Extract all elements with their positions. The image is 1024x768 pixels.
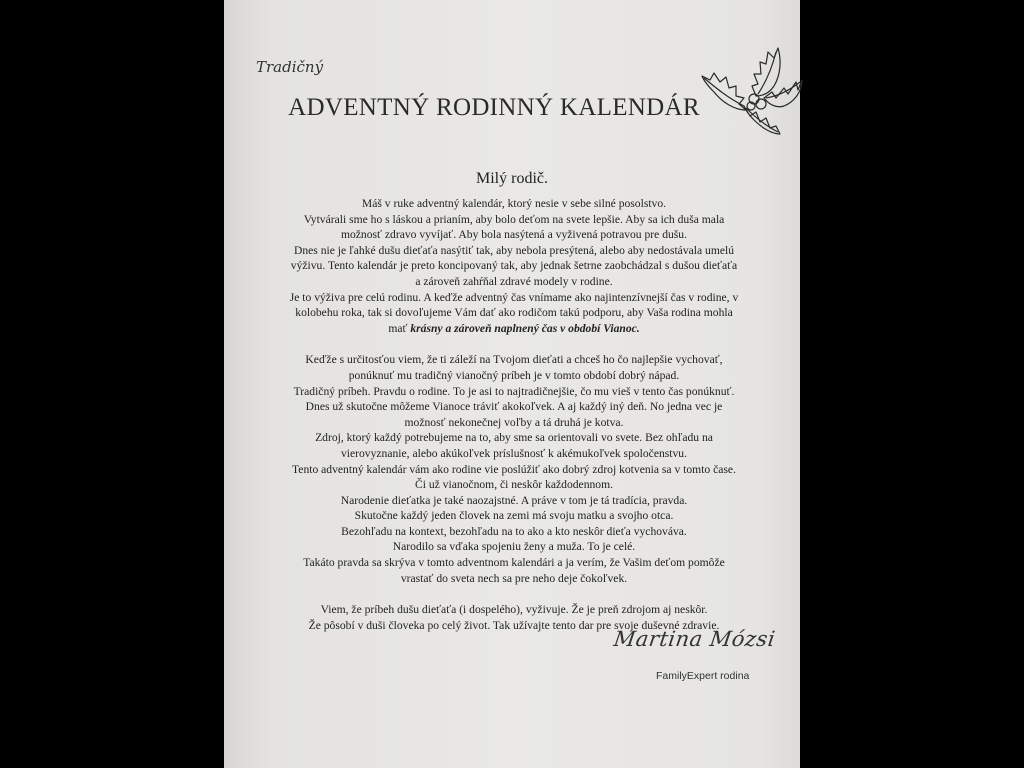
emphasized-text: krásny a zároveň naplnený čas v období Vianoc.	[410, 321, 640, 335]
text-line: Tento adventný kalendár vám ako rodine vie poslúžiť ako dobrý zdroj kotvenia sa v tomto čase.	[292, 462, 736, 476]
text-line: Dnes nie je ľahké dušu dieťaťa nasýtiť tak, aby nebola presýtená, alebo aby nedostávala umelú	[293, 243, 735, 257]
holly-icon	[694, 36, 804, 136]
text-line: vierovyznanie, alebo akúkoľvek príslušnosť k akémukoľvek spoločenstvu.	[340, 446, 687, 460]
text-line: Dnes už skutočne môžeme Vianoce tráviť akokoľvek. A aj každý iný deň. No jedna vec je	[305, 400, 723, 414]
text-line: Narodenie dieťatka je také naozajstné. A práve v tom je tá tradícia, pravda.	[340, 493, 688, 507]
paragraph-gap	[254, 336, 774, 352]
text-line: Skutočne každý jeden človek na zemi má svoju matku a svojho otca.	[354, 509, 674, 523]
text-line: vrastať do sveta nech sa pre neho deje čokoľvek.	[400, 571, 628, 585]
text-line: výživu. Tento kalendár je preto koncipovaný tak, aby jednak šetrne zaobchádzal s dušou dieťaťa	[290, 259, 738, 273]
text-line: Vytvárali sme ho s láskou a prianím, aby bolo deťom na svete lepšie. Aby sa ich duša mala	[303, 212, 725, 226]
text-line: Či už vianočnom, či neskôr každodennom.	[414, 478, 613, 492]
text-line: ponúknuť mu tradičný vianočný príbeh je v tomto období dobrý nápad.	[348, 368, 680, 382]
text-line: Takáto pravda sa skrýva v tomto adventnom kalendári a ja verím, že Vašim deťom pomôže	[303, 556, 725, 570]
text-line: možnosť nekonečnej voľby a tá druhá je kotva.	[404, 415, 624, 429]
sup-title: Tradičný	[256, 58, 324, 76]
text-line: Viem, že príbeh dušu dieťaťa (i dospelého), vyživuje. Že je preň zdrojom aj neskôr.	[320, 603, 708, 617]
text-line: možnosť zdravo vyvíjať. Aby bola nasýtená a vyživená potravou pre dušu.	[340, 228, 688, 242]
text-prefix: mať	[388, 321, 411, 335]
paragraph-2	[254, 352, 774, 586]
text-line: kolobehu roka, tak si dovoľujeme Vám dať ako rodičom takú podporu, aby Vaša rodina mohla	[295, 306, 733, 320]
letter-page	[224, 0, 800, 768]
text-line: Že pôsobí v duši človeka po celý život. Tak užívajte tento dar pre svoje duševné zdravie.	[308, 618, 720, 632]
page-title: ADVENTNÝ RODINNÝ KALENDÁR	[288, 94, 700, 121]
signature: Martina Mózsi	[612, 627, 777, 651]
text-line: Tradičný príbeh. Pravdu o rodine. To je asi to najtradičnejšie, čo mu vieš v tento čas ponúknuť.	[293, 384, 735, 398]
text-line: Zdroj, ktorý každý potrebujeme na to, aby sme sa orientovali vo svete. Bez ohľadu na	[315, 431, 713, 445]
text-line: a zároveň zahŕňal zdravé modely v rodine.	[415, 274, 613, 288]
organization-name: FamilyExpert rodina	[656, 670, 750, 682]
text-line: Narodilo sa vďaka spojeniu ženy a muža. To je celé.	[392, 540, 636, 554]
text-line	[254, 321, 774, 337]
paragraph-gap	[254, 586, 774, 602]
greeting: Milý rodič.	[476, 170, 548, 187]
text-line: Máš v ruke adventný kalendár, ktorý nesie v sebe silné posolstvo.	[361, 197, 667, 210]
letter-body	[254, 196, 774, 633]
text-line: Bezohľadu na kontext, bezohľadu na to ako a kto neskôr dieťa vychováva.	[341, 524, 687, 538]
text-line: Keďže s určitosťou viem, že ti záleží na Tvojom dieťati a chceš ho čo najlepšie vychovať,	[305, 353, 723, 367]
paragraph-1	[254, 196, 774, 336]
text-line: Je to výživa pre celú rodinu. A keďže adventný čas vnímame ako najintenzívnejší čas v rodine, v	[289, 290, 739, 304]
